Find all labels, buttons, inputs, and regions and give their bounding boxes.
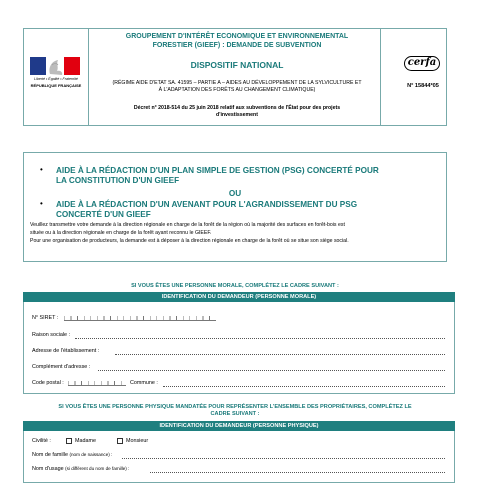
- marianne-logo: [26, 55, 84, 93]
- regime-text: [92, 80, 382, 94]
- form-title-line1: GROUPEMENT D'INTÉRÊT ECONOMIQUE ET ENVIRONNEMENTAL: [125, 33, 349, 40]
- aid-option-psg-line1: AIDE À LA RÉDACTION D'UN PLAN SIMPLE DE GESTION (PSG) CONCERTÉ POUR: [56, 166, 379, 175]
- logo-republique: RÉPUBLIQUE FRANÇAISE: [30, 83, 82, 88]
- nom-usage-label: [32, 466, 129, 472]
- aid-instructions-line3: Pour une organisation de producteurs, la demande est à déposer à la direction régionale en charge de la forêt où se situe son siège social.: [30, 237, 349, 244]
- code-postal-label: Code postal :: [32, 380, 64, 386]
- physique-intro-line2: CADRE SUIVANT :: [210, 411, 260, 417]
- adresse-input[interactable]: [115, 354, 445, 355]
- civilite-label: Civilité :: [32, 438, 51, 444]
- regime-line1: (RÉGIME AIDE D'ETAT SA. 41595 – PARTIE A – AIDES AU DÉVELOPPEMENT DE LA SYLVICULTURE ET: [112, 80, 362, 86]
- nom-usage-note: (si différent du nom de famille) :: [65, 466, 130, 471]
- physique-intro-line1: SI VOUS ÊTES UNE PERSONNE PHYSIQUE MANDATÉE POUR REPRÉSENTER L'ENSEMBLE DES PROPRIÉTAIRES, COMPLÉTEZ LE: [58, 404, 412, 410]
- regime-line2: À L'ADAPTATION DES FORÊTS AU CHANGEMENT CLIMATIQUE): [158, 87, 316, 93]
- adresse-label: Adresse de l'établissement :: [32, 348, 100, 354]
- complement-input[interactable]: [98, 370, 445, 371]
- decret-line1: Décret n° 2018-514 du 25 juin 2018 relatif aux subventions de l'État pour des projets: [133, 105, 341, 111]
- madame-label: Madame: [75, 438, 96, 444]
- siret-input[interactable]: [64, 315, 216, 321]
- raison-sociale-label: Raison sociale :: [32, 332, 71, 338]
- header-divider: [88, 29, 89, 125]
- commune-label: Commune :: [130, 380, 158, 386]
- nom-famille-text: Nom de famille: [32, 452, 68, 458]
- nom-famille-label: [32, 452, 112, 458]
- nom-usage-text: Nom d'usage: [32, 466, 64, 472]
- siret-label: N° SIRET :: [32, 315, 59, 321]
- aid-instructions: [30, 222, 444, 245]
- commune-input[interactable]: [163, 386, 445, 387]
- logo-motto: Liberté • Égalité • Fraternité: [34, 77, 78, 81]
- nom-famille-note: (nom de naissance) :: [69, 452, 113, 457]
- bullet-icon: •: [40, 165, 43, 174]
- form-subtitle: DISPOSITIF NATIONAL: [190, 60, 284, 70]
- complement-label: Complément d'adresse :: [32, 364, 91, 370]
- code-postal-input[interactable]: [68, 380, 126, 386]
- form-title: [96, 32, 378, 50]
- physique-section-bar: IDENTIFICATION DU DEMANDEUR (PERSONNE PHYSIQUE): [23, 421, 455, 431]
- nom-usage-input[interactable]: [150, 472, 445, 473]
- aid-option-psg-line2: LA CONSTITUTION D'UN GIEEF: [56, 176, 180, 185]
- madame-checkbox[interactable]: [66, 438, 72, 444]
- cerfa-logo: cerfa: [404, 56, 440, 71]
- raison-sociale-input[interactable]: [75, 338, 445, 339]
- aid-option-avenant: [56, 200, 426, 220]
- aid-option-psg: [56, 166, 426, 186]
- aid-instructions-line1: Veuillez transmettre votre demande à la direction régionale en charge de la forêt de la région où la majorité des surfaces en forêt-bois est: [30, 222, 345, 228]
- decret-line2: d'investissement: [216, 112, 258, 118]
- aid-option-avenant-line1: AIDE À LA RÉDACTION D'UN AVENANT POUR L'AGRANDISSEMENT DU PSG: [56, 200, 358, 209]
- physique-intro: [23, 404, 447, 418]
- morale-section-bar: IDENTIFICATION DU DEMANDEUR (PERSONNE MORALE): [23, 292, 455, 302]
- aid-option-avenant-line2: CONCERTÉ D'UN GIEEF: [56, 210, 151, 219]
- monsieur-label: Monsieur: [126, 438, 149, 444]
- aid-instructions-line2: située ou à la direction régionale en charge de la forêt ayant reconnu le GIEEF.: [30, 229, 212, 236]
- bullet-icon: •: [40, 199, 43, 208]
- aid-or-label: OU: [228, 189, 242, 198]
- form-title-line2: FORESTIER (GIEEF) : DEMANDE DE SUBVENTION: [152, 42, 322, 49]
- decret-text: [92, 105, 382, 119]
- monsieur-checkbox[interactable]: [117, 438, 123, 444]
- cerfa-number: N° 15844*05: [407, 83, 439, 89]
- morale-intro: SI VOUS ÊTES UNE PERSONNE MORALE, COMPLÉTEZ LE CADRE SUIVANT :: [131, 283, 339, 289]
- nom-famille-input[interactable]: [122, 458, 445, 459]
